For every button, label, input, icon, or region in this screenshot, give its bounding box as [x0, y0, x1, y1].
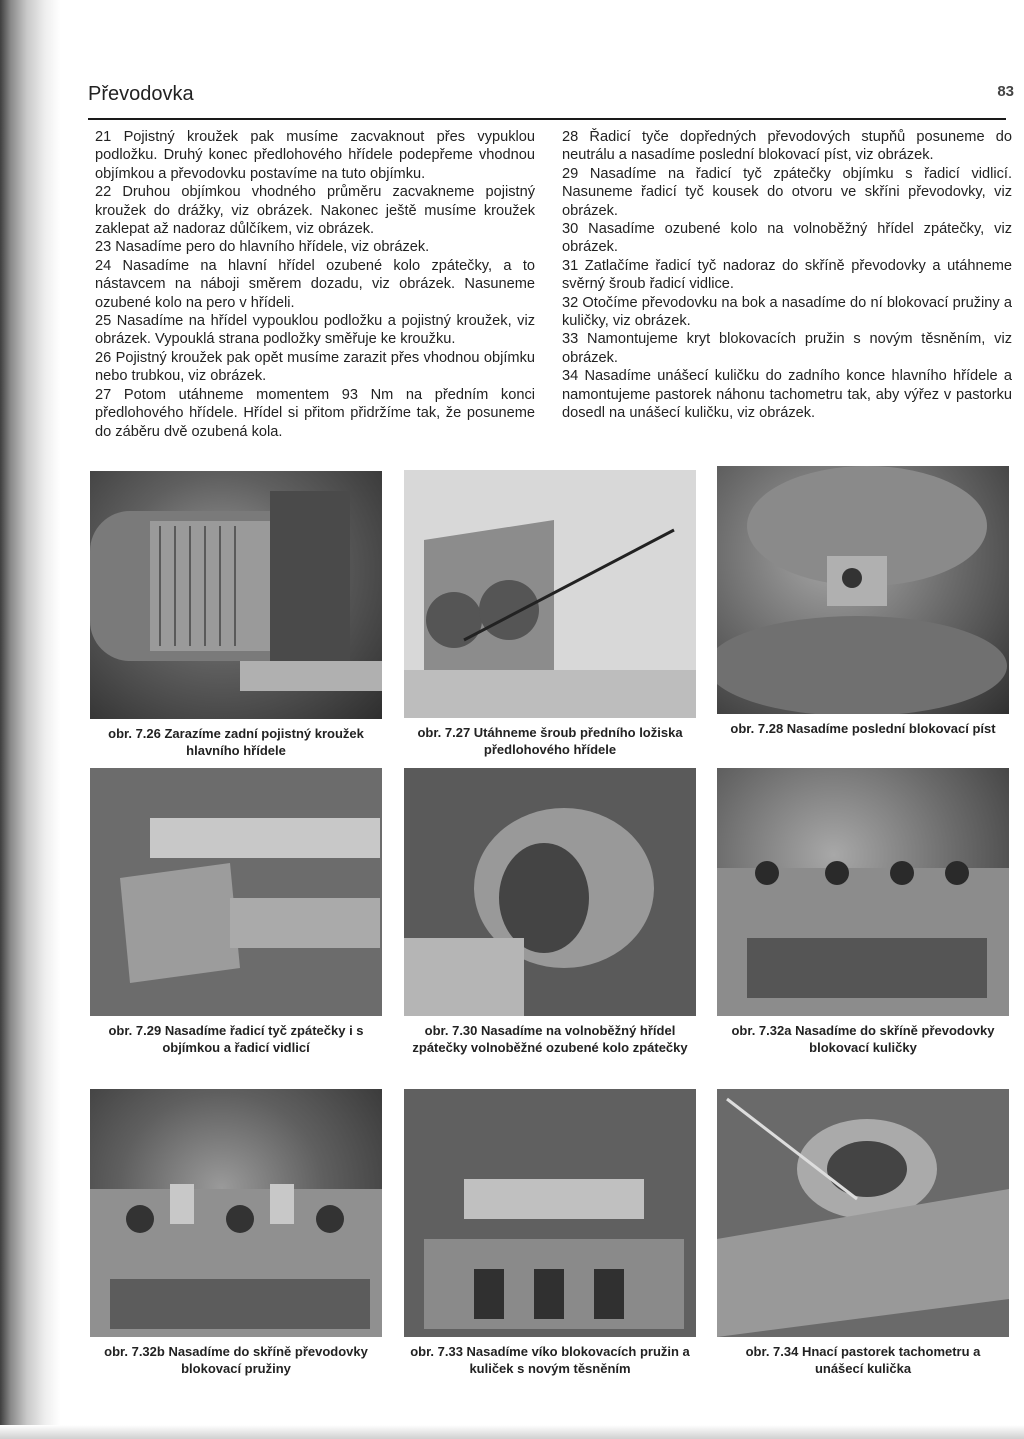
paragraph: 30 Nasadíme ozubené kolo na volnoběžný hřídel zpátečky, viz obrázek. [562, 221, 1012, 256]
paragraph: 28 Řadicí tyče dopředných převodových stupňů posuneme do neutrálu a nasadíme poslední blokovací píst, viz obrázek. [562, 129, 1012, 164]
figure-7-27 [404, 470, 696, 758]
figure-caption: obr. 7.28 Nasadíme poslední blokovací píst [730, 721, 996, 736]
figure-photo [404, 470, 696, 718]
paragraph: 21 Pojistný kroužek pak musíme zacvaknout přes vypuklou podložku. Druhý konec předlohového hřídele podepřeme vhodnou objímkou a převodovku postavíme na tuto objímku. [95, 129, 535, 182]
figure-7-26 [90, 471, 382, 759]
figure-caption: obr. 7.32a Nasadíme do skříně převodovky blokovací kuličky [731, 1023, 995, 1055]
paragraph: 25 Nasadíme na hřídel vypouklou podložku a pojistný kroužek, viz obrázek. Vypouklá strana podložky směřuje ke kroužku. [95, 313, 535, 348]
paragraph: 27 Potom utáhneme momentem 93 Nm na předním konci předlohového hřídele. Hřídel si přitom přidržíme tak, že posuneme do záběru dvě ozubená kola. [95, 386, 535, 440]
figure-7-30 [404, 768, 696, 1056]
figure-caption: obr. 7.29 Nasadíme řadicí tyč zpátečky i s objímkou a řadicí vidlicí [108, 1023, 364, 1055]
figure-caption: obr. 7.26 Zarazíme zadní pojistný kroužek hlavního hřídele [108, 726, 364, 758]
page-binding-shadow [0, 0, 60, 1439]
paragraph: 34 Nasadíme unášecí kuličku do zadního konce hlavního hřídele a namontujeme pastorek náhonu tachometru tak, aby výřez v pastorku dosedl na unášecí kuličku, viz obrázek. [562, 368, 1012, 422]
figure-7-32b [90, 1089, 382, 1377]
right-text-column [562, 128, 1012, 423]
figure-7-32a [717, 768, 1009, 1056]
paragraph: 32 Otočíme převodovku na bok a nasadíme do ní blokovací pružiny a kuličky, viz obrázek. [562, 294, 1012, 330]
figure-caption: obr. 7.27 Utáhneme šroub předního ložiska předlohového hřídele [417, 725, 683, 757]
paragraph: 31 Zatlačíme řadicí tyč nadoraz do skříně převodovky a utáhneme svěrný šroub řadicí vidlice. [562, 257, 1012, 293]
paragraph: 24 Nasadíme na hlavní hřídel ozubené kolo zpátečky, a to nástavcem na náboji směrem dozadu, viz obrázek. Nasuneme ozubené kolo na pero v hřídeli. [95, 257, 535, 311]
paragraph: 22 Druhou objímkou vhodného průměru zacvakneme pojistný kroužek do drážky, viz obrázek. Nakonec ještě musíme kroužek zaklepat až nadoraz důlčíkem, viz obrázek. [95, 184, 535, 238]
figure-photo [90, 768, 382, 1016]
paragraph: 23 Nasadíme pero do hlavního hřídele, viz obrázek. [95, 239, 430, 256]
figure-photo [404, 768, 696, 1016]
figure-photo [90, 471, 382, 719]
page-bottom-edge [0, 1425, 1024, 1439]
figure-photo [717, 768, 1009, 1016]
figure-caption: obr. 7.33 Nasadíme víko blokovacích pružin a kuliček s novým těsněním [410, 1344, 690, 1376]
figure-caption: obr. 7.32b Nasadíme do skříně převodovky blokovací pružiny [104, 1344, 368, 1376]
figure-7-29 [90, 768, 382, 1056]
paragraph: 29 Nasadíme na řadicí tyč zpátečky objímku s řadicí vidlicí. Nasuneme řadicí tyč kousek do otvoru ve skříni převodovky, viz obrázek. [562, 165, 1012, 219]
figure-7-33 [404, 1089, 696, 1377]
figure-caption: obr. 7.34 Hnací pastorek tachometru a unášecí kulička [745, 1344, 981, 1376]
figure-7-28 [717, 466, 1009, 737]
figure-photo [404, 1089, 696, 1337]
paragraph: 26 Pojistný kroužek pak opět musíme zarazit přes vhodnou objímku nebo trubkou, viz obrázek. [95, 349, 535, 385]
section-title: Převodovka [88, 83, 194, 105]
page-number: 83 [997, 83, 1014, 100]
figure-caption: obr. 7.30 Nasadíme na volnoběžný hřídel zpátečky volnoběžné ozubené kolo zpátečky [412, 1023, 688, 1055]
figure-7-34 [717, 1089, 1009, 1377]
figure-photo [90, 1089, 382, 1337]
paragraph: 33 Namontujeme kryt blokovacích pružin s novým těsněním, viz obrázek. [562, 331, 1012, 366]
figure-photo [717, 466, 1009, 714]
header-rule [88, 118, 1006, 120]
figure-photo [717, 1089, 1009, 1337]
left-text-column [95, 128, 535, 441]
